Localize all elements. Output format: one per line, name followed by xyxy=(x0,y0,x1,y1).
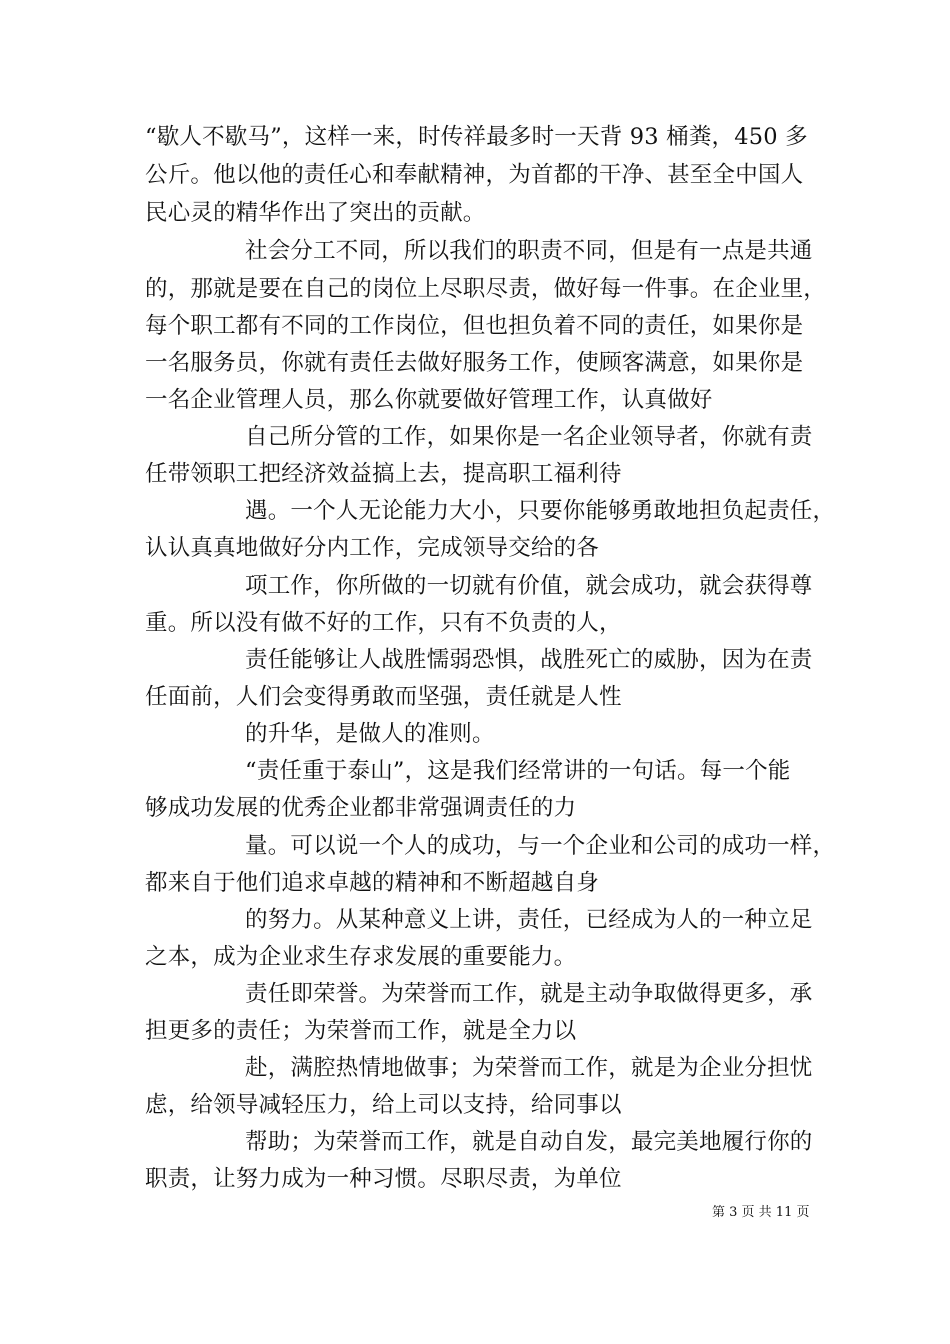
text-line: 重。所以没有做不好的工作，只有不负责的人， xyxy=(145,610,622,636)
text-line: 虑，给领导减轻压力，给上司以支持，给同事以 xyxy=(145,1092,622,1118)
text-line: 每个职工都有不同的工作岗位，但也担负着不同的责任，如果你是 xyxy=(145,313,804,339)
text-line: 都来自于他们追求卓越的精神和不断超越自身 xyxy=(145,870,600,896)
text-line: 担更多的责任；为荣誉而工作，就是全力以 xyxy=(145,1018,577,1044)
text-line: 帮助；为荣誉而工作，就是自动自发，最完美地履行你的 xyxy=(245,1129,813,1155)
text-line: 项工作，你所做的一切就有价值，就会成功，就会获得尊 xyxy=(245,573,813,599)
text-line: 之本，成为企业求生存求发展的重要能力。 xyxy=(145,944,577,970)
text-line: 一名服务员，你就有责任去做好服务工作，使顾客满意，如果你是 xyxy=(145,350,804,376)
text-line: 认认真真地做好分内工作，完成领导交给的各 xyxy=(145,535,600,561)
text-line: 责任能够让人战胜懦弱恐惧，战胜死亡的威胁，因为在责 xyxy=(245,647,813,673)
text-line: 的升华，是做人的准则。 xyxy=(245,721,495,747)
page-number: 第 3 页 共 11 页 xyxy=(712,1205,810,1220)
text-line: 自己所分管的工作，如果你是一名企业领导者，你就有责 xyxy=(245,424,813,450)
text-line: 够成功发展的优秀企业都非常强调责任的力 xyxy=(145,795,577,821)
text-line: “歇人不歇马”，这样一来，时传祥最多时一天背 93 桶粪，450 多 xyxy=(145,124,808,150)
text-line: “责任重于泰山”，这是我们经常讲的一句话。每一个能 xyxy=(245,758,791,784)
text-line: 赴，满腔热情地做事；为荣誉而工作，就是为企业分担忧 xyxy=(245,1055,813,1081)
text-line: 任带领职工把经济效益搞上去，提高职工福利待 xyxy=(145,461,622,487)
text-line: 民心灵的精华作出了突出的贡献。 xyxy=(145,200,486,226)
text-line: 一名企业管理人员，那么你就要做好管理工作，认真做好 xyxy=(145,387,713,413)
text-line: 遇。一个人无论能力大小，只要你能够勇敢地担负起责任， xyxy=(245,498,836,524)
text-line: 量。可以说一个人的成功，与一个企业和公司的成功一样， xyxy=(245,833,836,859)
text-line: 公斤。他以他的责任心和奉献精神，为首都的干净、甚至全中国人 xyxy=(145,162,804,188)
text-line: 社会分工不同，所以我们的职责不同，但是有一点是共通 xyxy=(245,238,813,264)
text-line: 的，那就是要在自己的岗位上尽职尽责，做好每一件事。在企业里， xyxy=(145,276,827,302)
text-line: 任面前，人们会变得勇敢而坚强，责任就是人性 xyxy=(145,684,622,710)
text-line: 责任即荣誉。为荣誉而工作，就是主动争取做得更多，承 xyxy=(245,981,813,1007)
text-line: 的努力。从某种意义上讲，责任，已经成为人的一种立足 xyxy=(245,907,813,933)
text-line: 职责，让努力成为一种习惯。尽职尽责，为单位 xyxy=(145,1166,622,1192)
